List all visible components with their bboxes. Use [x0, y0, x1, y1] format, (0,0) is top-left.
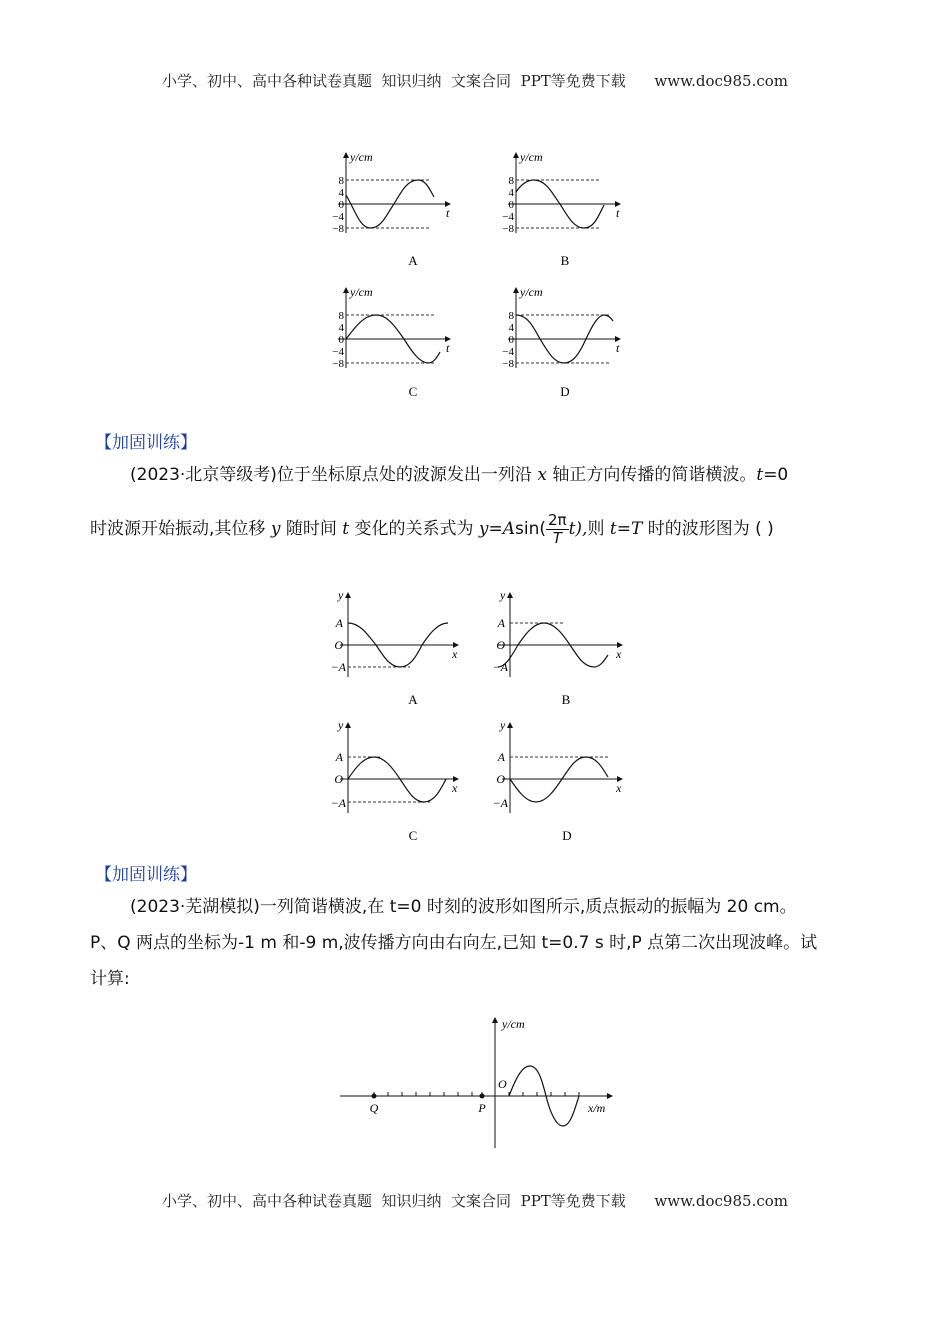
fig3-xlabel: x/m	[588, 1101, 606, 1115]
fig1-c-tick-0: 0	[338, 334, 344, 346]
fig1-a-tick-n4: −4	[332, 211, 344, 223]
fig1-b-tick-n4: −4	[502, 211, 514, 223]
q1-var-t: t	[342, 519, 350, 539]
fig3-ticks	[374, 1092, 579, 1096]
fig2-c-label: C	[408, 828, 418, 843]
fig1-d-ylabel: y/cm	[520, 285, 543, 299]
fig1-c-tick-4: 4	[338, 322, 344, 334]
fig1-graph-a	[332, 150, 450, 268]
fig1-a-tick-n8: −8	[332, 223, 344, 235]
fig1-d-tick-0: 0	[508, 334, 514, 346]
fig1-d-tick-n8: −8	[502, 358, 514, 370]
fig2-c-origin: O	[334, 772, 343, 786]
fig1-d-tick-4: 4	[508, 322, 514, 334]
q1-text-d: 随时间	[280, 519, 343, 539]
q1-frac-num: 2π	[548, 511, 567, 529]
fig1-d-label: D	[560, 384, 570, 399]
fig1-c-tick-8: 8	[338, 310, 344, 322]
q1-t-eq-T: t=T	[609, 519, 643, 539]
fig1-d-xlabel: t	[616, 341, 620, 355]
fig1-b-xlabel: t	[616, 206, 620, 220]
fig1-b-tick-n8: −8	[502, 223, 514, 235]
fig2-d-xlabel: x	[616, 781, 622, 795]
fig1-graph-c	[332, 285, 450, 399]
fig2-d-origin: O	[496, 772, 505, 786]
fig1-graph-d	[502, 285, 620, 399]
fig3-point-p	[480, 1094, 485, 1099]
fig2-b-label: B	[561, 692, 571, 707]
page-footer: 小学、初中、高中各种试卷真题 知识归纳 文案合同 PPT等免费下载 www.doc985.com	[161, 1192, 788, 1210]
q1-frac-den: T	[552, 528, 562, 547]
q2-line-3: 计算:	[90, 969, 130, 989]
q1-text-f: 则	[587, 519, 610, 539]
fig1-b-tick-8: 8	[508, 175, 514, 187]
fig2-d-negamp: −A	[492, 796, 508, 810]
fig2-d-ylabel: y	[500, 718, 506, 732]
figure-3-wave-pq	[330, 1012, 630, 1152]
fig1-a-ylabel: y/cm	[350, 150, 373, 164]
fig2-c-amp: A	[335, 750, 343, 764]
fig3-point-q	[372, 1094, 377, 1099]
fig3-label-p: P	[478, 1101, 486, 1115]
fig1-b-tick-0: 0	[508, 199, 514, 211]
fig1-c-tick-n8: −8	[332, 358, 344, 370]
fig1-graph-b	[502, 150, 620, 268]
page-header: 小学、初中、高中各种试卷真题 知识归纳 文案合同 PPT等免费下载 www.doc985.com	[161, 72, 788, 90]
fig2-b-negamp: −A	[492, 660, 508, 674]
q1-text-c: 时波源开始振动,其位移	[90, 519, 271, 539]
fig3-label-q: Q	[369, 1101, 379, 1115]
fig1-c-xlabel: t	[446, 341, 450, 355]
q1-var-t0: t	[756, 465, 764, 485]
section-tag-2: 【加固训练】	[95, 865, 197, 885]
figure-2-wave-graphs	[300, 585, 650, 845]
fig2-a-negamp: −A	[330, 660, 346, 674]
q1-eq0: =0	[763, 465, 789, 485]
fig1-b-label: B	[560, 253, 570, 268]
fig2-graph-a	[331, 588, 458, 707]
fig2-c-ylabel: y	[338, 718, 344, 732]
fig2-b-xlabel: x	[616, 647, 622, 661]
fig1-a-xlabel: t	[446, 206, 450, 220]
fig1-c-tick-n4: −4	[332, 346, 344, 358]
q1-text-e: 变化的关系式为	[349, 519, 479, 539]
fig1-c-ylabel: y/cm	[350, 285, 373, 299]
fig1-b-tick-4: 4	[508, 187, 514, 199]
q1-text-b: 轴正方向传播的简谐横波。	[546, 465, 757, 485]
q1-formula-pre: y=A	[478, 519, 516, 539]
fig2-graph-b	[493, 588, 622, 707]
fig2-a-xlabel: x	[452, 647, 458, 661]
q2-line-1: (2023·芜湖模拟)一列简谐横波,在 t=0 时刻的波形如图所示,质点振动的振幅为 20 cm。	[130, 897, 797, 917]
fig2-c-xlabel: x	[452, 781, 458, 795]
fig1-a-label: A	[408, 253, 418, 268]
fig2-b-ylabel: y	[500, 588, 506, 602]
fig2-graph-d	[493, 718, 622, 843]
q1-text-a: 位于坐标原点处的波源发出一列沿	[276, 465, 538, 485]
section-tag-1: 【加固训练】	[95, 433, 197, 453]
fig3-origin: O	[498, 1077, 507, 1091]
q1-text-g: 时的波形图为 ( )	[642, 519, 774, 539]
fig2-a-origin: O	[334, 638, 343, 652]
q1-fraction	[546, 512, 569, 546]
fig1-a-tick-4: 4	[338, 187, 344, 199]
q2-line-2: P、Q 两点的坐标为-1 m 和-9 m,波传播方向由右向左,已知 t=0.7 s 时,P 点第二次出现波峰。试	[90, 933, 818, 953]
fig1-d-tick-n4: −4	[502, 346, 514, 358]
q1-var-x: x	[537, 465, 547, 485]
fig1-a-tick-8: 8	[338, 175, 344, 187]
fig2-a-amp: A	[335, 616, 343, 630]
fig1-c-label: C	[408, 384, 418, 399]
fig3-ylabel: y/cm	[502, 1017, 525, 1031]
fig2-a-label: A	[408, 692, 418, 707]
fig1-a-tick-0: 0	[338, 199, 344, 211]
fig1-b-ylabel: y/cm	[520, 150, 543, 164]
q1-source: (2023·北京等级考)	[130, 465, 277, 485]
fig2-b-amp: A	[497, 616, 505, 630]
q1-line-2	[90, 512, 870, 546]
fig2-c-negamp: −A	[330, 796, 346, 810]
fig2-graph-c	[331, 718, 458, 843]
q1-formula-sin: sin(	[515, 519, 547, 539]
fig2-d-amp: A	[497, 750, 505, 764]
q1-line-1	[130, 464, 870, 488]
q1-var-y: y	[270, 519, 281, 539]
fig1-d-tick-8: 8	[508, 310, 514, 322]
fig2-b-origin: O	[496, 638, 505, 652]
figure-1-yt-graphs	[300, 145, 650, 405]
fig2-a-ylabel: y	[338, 588, 344, 602]
fig2-d-label: D	[562, 828, 572, 843]
q1-formula-post: t),	[568, 519, 588, 539]
